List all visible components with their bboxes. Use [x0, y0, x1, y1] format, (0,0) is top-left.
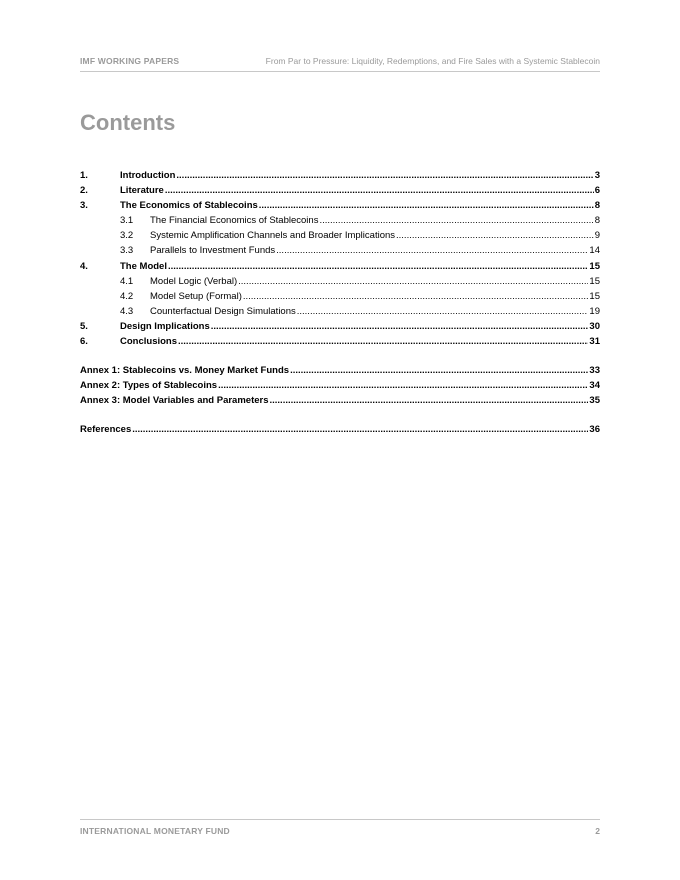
- toc-number: 4.2: [120, 291, 134, 302]
- footer-publisher: INTERNATIONAL MONETARY FUND: [80, 826, 230, 836]
- toc-entry-4-3[interactable]: [120, 305, 600, 318]
- toc-leader: [211, 320, 589, 333]
- toc-entry-design-implications[interactable]: [80, 320, 600, 333]
- toc-page: 34: [589, 380, 600, 391]
- toc-page: 30: [589, 321, 600, 332]
- toc-page: 31: [589, 336, 600, 347]
- toc-page: 8: [594, 200, 600, 211]
- toc-page: 36: [589, 424, 600, 435]
- toc-entry-annex-2[interactable]: [80, 379, 600, 392]
- toc-title: Conclusions: [120, 336, 178, 347]
- toc-leader: [176, 169, 593, 182]
- toc-title: Annex 2: Types of Stablecoins: [80, 380, 218, 391]
- toc-page: 33: [589, 365, 600, 376]
- toc-entry-conclusions[interactable]: [80, 335, 600, 348]
- toc-entry-3-1[interactable]: [120, 214, 600, 227]
- toc-leader: [243, 290, 589, 303]
- toc-title: Literature: [120, 185, 164, 196]
- toc-entry-4-1[interactable]: [120, 275, 600, 288]
- toc-title: The Economics of Stablecoins: [120, 200, 258, 211]
- toc-entry-annex-1[interactable]: [80, 364, 600, 377]
- toc-number: 5.: [80, 321, 88, 332]
- toc-number: 3.1: [120, 215, 134, 226]
- toc-title: Annex 1: Stablecoins vs. Money Market Funds: [80, 365, 290, 376]
- toc-title: Design Implications: [120, 321, 210, 332]
- toc-number: 4.3: [120, 306, 134, 317]
- toc-number: 6.: [80, 336, 88, 347]
- toc-title: Parallels to Investment Funds: [150, 245, 276, 256]
- toc-leader: [396, 229, 594, 242]
- toc-entry-4-2[interactable]: [120, 290, 600, 303]
- toc-number: 4.1: [120, 276, 134, 287]
- toc-leader: [319, 214, 593, 227]
- toc-page: 15: [589, 291, 600, 302]
- toc-leader: [270, 394, 589, 407]
- toc-entry-references[interactable]: [80, 423, 600, 436]
- toc-title: References: [80, 424, 132, 435]
- toc-page: 15: [589, 276, 600, 287]
- toc-number: 3.3: [120, 245, 134, 256]
- toc-page: 6: [594, 185, 600, 196]
- toc-number: 2.: [80, 185, 88, 196]
- toc-title: Model Logic (Verbal): [150, 276, 238, 287]
- toc-number: 1.: [80, 170, 88, 181]
- toc-leader: [218, 379, 588, 392]
- toc-number: 3.2: [120, 230, 134, 241]
- toc-entry-model[interactable]: [80, 260, 600, 273]
- page-title: Contents: [80, 110, 176, 135]
- toc-page: 35: [589, 395, 600, 406]
- toc-title: Model Setup (Formal): [150, 291, 242, 302]
- toc-leader: [238, 275, 588, 288]
- toc-entry-literature[interactable]: [80, 184, 600, 197]
- toc-title: Systemic Amplification Channels and Broader Implications: [150, 230, 396, 241]
- toc-leader: [276, 244, 588, 257]
- toc-leader: [132, 423, 588, 436]
- toc-entry-introduction[interactable]: [80, 169, 600, 182]
- toc-page: 14: [589, 245, 600, 256]
- toc-number: 3.: [80, 200, 88, 211]
- footer-divider: [80, 819, 600, 820]
- page-number: 2: [595, 826, 600, 836]
- toc-entry-3-3[interactable]: [120, 244, 600, 257]
- toc-leader: [178, 335, 588, 348]
- toc-page: 15: [589, 261, 600, 272]
- toc-entry-annex-3[interactable]: [80, 394, 600, 407]
- toc-page: 9: [594, 230, 600, 241]
- toc-leader: [168, 260, 588, 273]
- toc-page: 19: [589, 306, 600, 317]
- toc-leader: [259, 199, 594, 212]
- toc-leader: [165, 184, 594, 197]
- running-header-series: IMF WORKING PAPERS: [80, 56, 180, 66]
- toc-title: The Financial Economics of Stablecoins: [150, 215, 319, 226]
- toc-entry-3-2[interactable]: [120, 229, 600, 242]
- toc-page: 3: [594, 170, 600, 181]
- toc-entry-economics[interactable]: [80, 199, 600, 212]
- toc-page: 8: [594, 215, 600, 226]
- running-header-title: From Par to Pressure: Liquidity, Redemptions, and Fire Sales with a Systemic Stablecoin: [265, 56, 600, 66]
- toc-title: Annex 3: Model Variables and Parameters: [80, 395, 269, 406]
- toc-title: The Model: [120, 261, 167, 272]
- toc-leader: [297, 305, 589, 318]
- toc-title: Counterfactual Design Simulations: [150, 306, 296, 317]
- toc-title: Introduction: [120, 170, 176, 181]
- toc-number: 4.: [80, 261, 88, 272]
- header-divider: [80, 71, 600, 72]
- toc-leader: [290, 364, 588, 377]
